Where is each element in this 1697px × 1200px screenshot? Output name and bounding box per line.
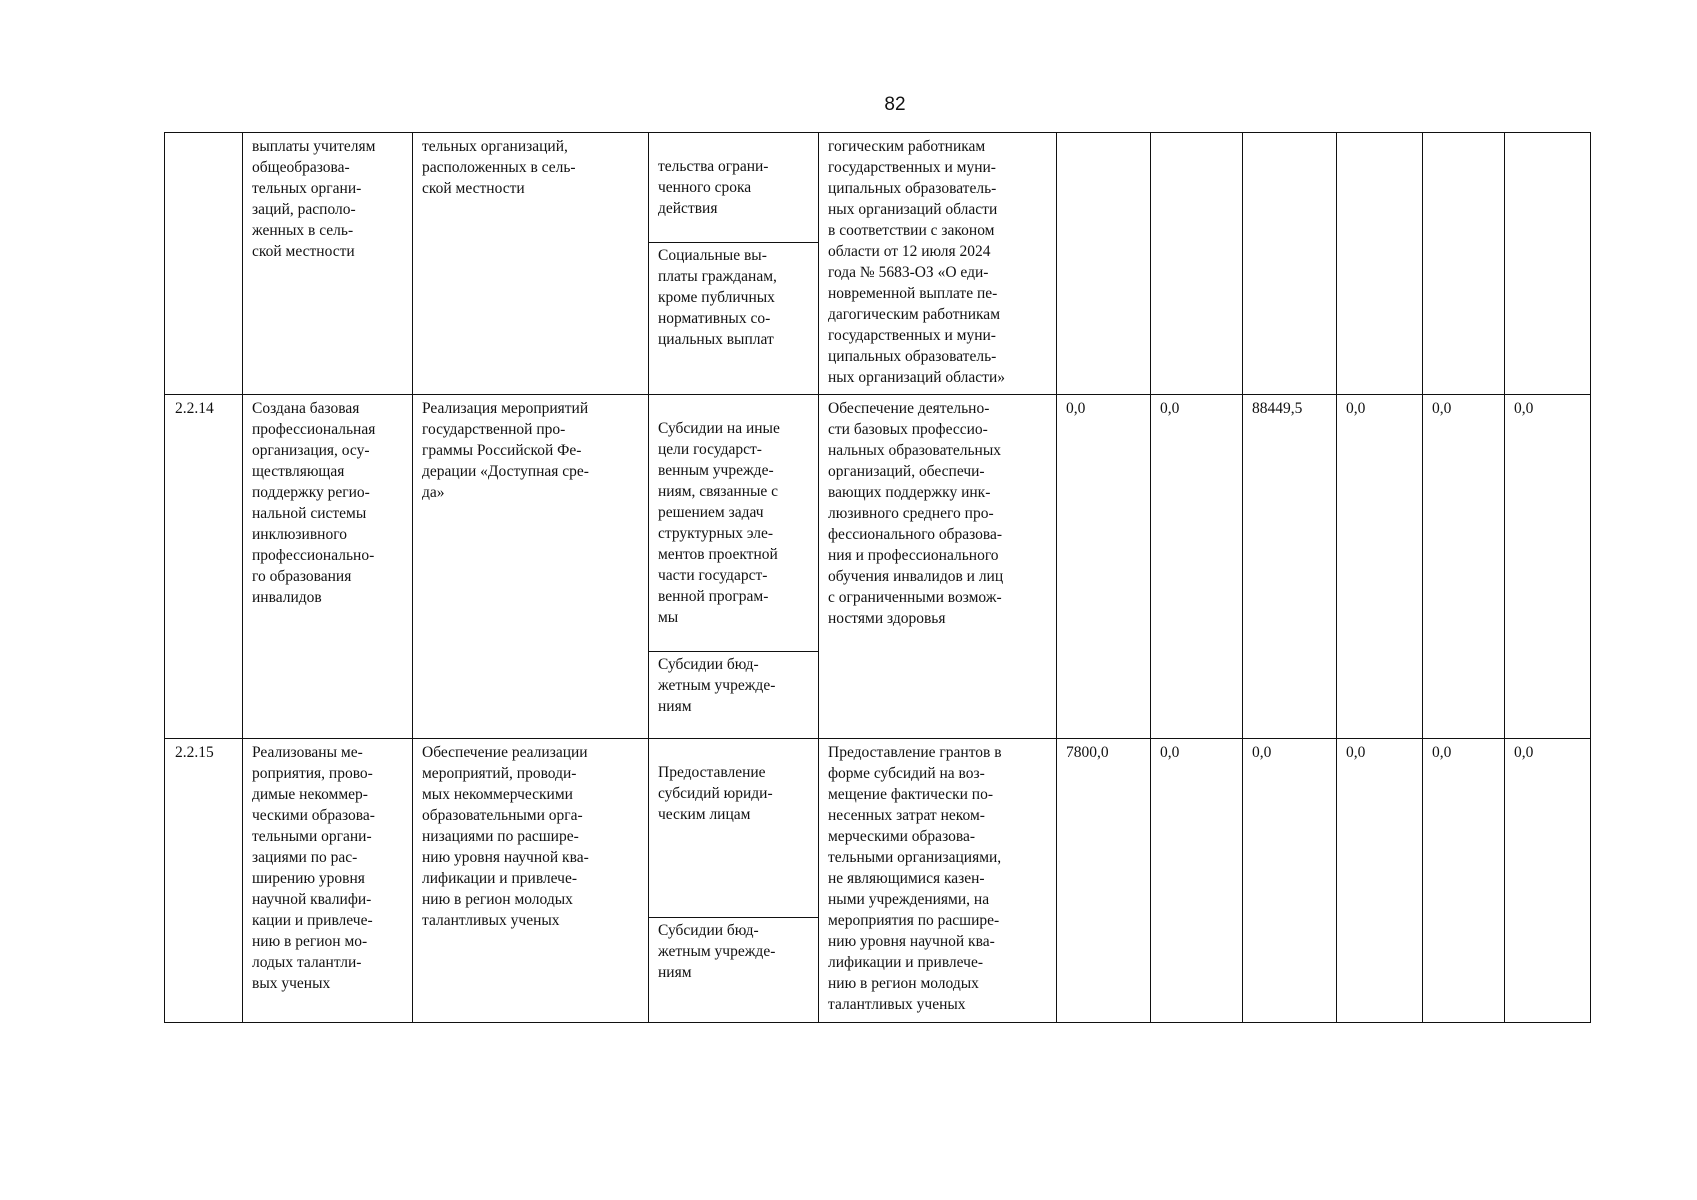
value-cell: 0,0 (1057, 395, 1151, 739)
table-row (165, 395, 1591, 739)
value-cell: 0,0 (1151, 395, 1243, 739)
value-cell: 0,0 (1151, 739, 1243, 1023)
row-id (165, 133, 243, 395)
funding-type: тельства ограни- ченного срока действия (658, 158, 769, 217)
table-row (165, 739, 1591, 1023)
measure-cell: тельных организаций, расположенных в сель- ской местности (413, 133, 649, 395)
funding-type: Субсидии бюд- жетным учрежде- ниям (649, 917, 818, 983)
description-cell: гогическим работникам государственных и муни- ципальных образователь- ных организаций области в соответствии с законом области от 12 июля 2024 года № 5683-ОЗ «О еди- новременной выплате пе- дагогическим работникам государственных и муни- ципальных образователь- ных организаций области» (819, 133, 1057, 395)
result-cell: выплаты учителям общеобразова- тельных органи- заций, располо- женных в сель- ской местности (243, 133, 413, 395)
funding-type-cell (649, 133, 819, 395)
value-cell: 88449,5 (1243, 395, 1337, 739)
funding-type: Предоставление субсидий юриди- ческим лицам (658, 764, 773, 823)
value-cell: 0,0 (1337, 395, 1423, 739)
row-id: 2.2.15 (165, 739, 243, 1023)
table-row (165, 133, 1591, 395)
value-cell (1423, 133, 1505, 395)
funding-type-cell (649, 739, 819, 1023)
value-cell (1505, 133, 1591, 395)
funding-type-cell (649, 395, 819, 739)
budget-table (164, 132, 1591, 1023)
value-cell: 0,0 (1243, 739, 1337, 1023)
result-cell: Создана базовая профессиональная организация, осу- ществляющая поддержку регио- нальной системы инклюзивного профессионально- го образования инвалидов (243, 395, 413, 739)
value-cell: 0,0 (1423, 395, 1505, 739)
value-cell: 0,0 (1505, 395, 1591, 739)
funding-type: Субсидии бюд- жетным учрежде- ниям (649, 651, 818, 717)
value-cell (1337, 133, 1423, 395)
row-id: 2.2.14 (165, 395, 243, 739)
funding-type: Социальные вы- платы гражданам, кроме публичных нормативных со- циальных выплат (649, 242, 818, 350)
value-cell: 0,0 (1423, 739, 1505, 1023)
description-cell: Предоставление грантов в форме субсидий на воз- мещение фактически по- несенных затрат неком- мерческими образова- тельными организациями, не являющимися казен- ными учреждениями, на мероприятия по расшире- нию уровня научной ква- лификации и привлече- нию в регион молодых талантливых ученых (819, 739, 1057, 1023)
page-number: 82 (884, 94, 906, 115)
value-cell (1151, 133, 1243, 395)
result-cell: Реализованы ме- роприятия, прово- димые некоммер- ческими образова- тельными органи- зациями по рас- ширению уровня научной квалифи- кации и привлече- нию в регион мо- лодых талантли- вых ученых (243, 739, 413, 1023)
value-cell: 0,0 (1505, 739, 1591, 1023)
value-cell: 7800,0 (1057, 739, 1151, 1023)
value-cell: 0,0 (1337, 739, 1423, 1023)
funding-type: Субсидии на иные цели государст- венным учрежде- ниям, связанные с решением задач структурных эле- ментов проектной части государст- венной програм- мы (658, 420, 780, 626)
description-cell: Обеспечение деятельно- сти базовых профессио- нальных образовательных организаций, обеспечи- вающих поддержку инк- люзивного среднего про- фессионального образова- ния и профессионального обучения инвалидов и лиц с ограниченными возмож- ностями здоровья (819, 395, 1057, 739)
measure-cell: Обеспечение реализации мероприятий, проводи- мых некоммерческими образовательными орга- низациями по расшире- нию уровня научной ква- лификации и привлече- нию в регион молодых талантливых ученых (413, 739, 649, 1023)
value-cell (1243, 133, 1337, 395)
value-cell (1057, 133, 1151, 395)
measure-cell: Реализация мероприятий государственной про- граммы Российской Фе- дерации «Доступная сре- да» (413, 395, 649, 739)
